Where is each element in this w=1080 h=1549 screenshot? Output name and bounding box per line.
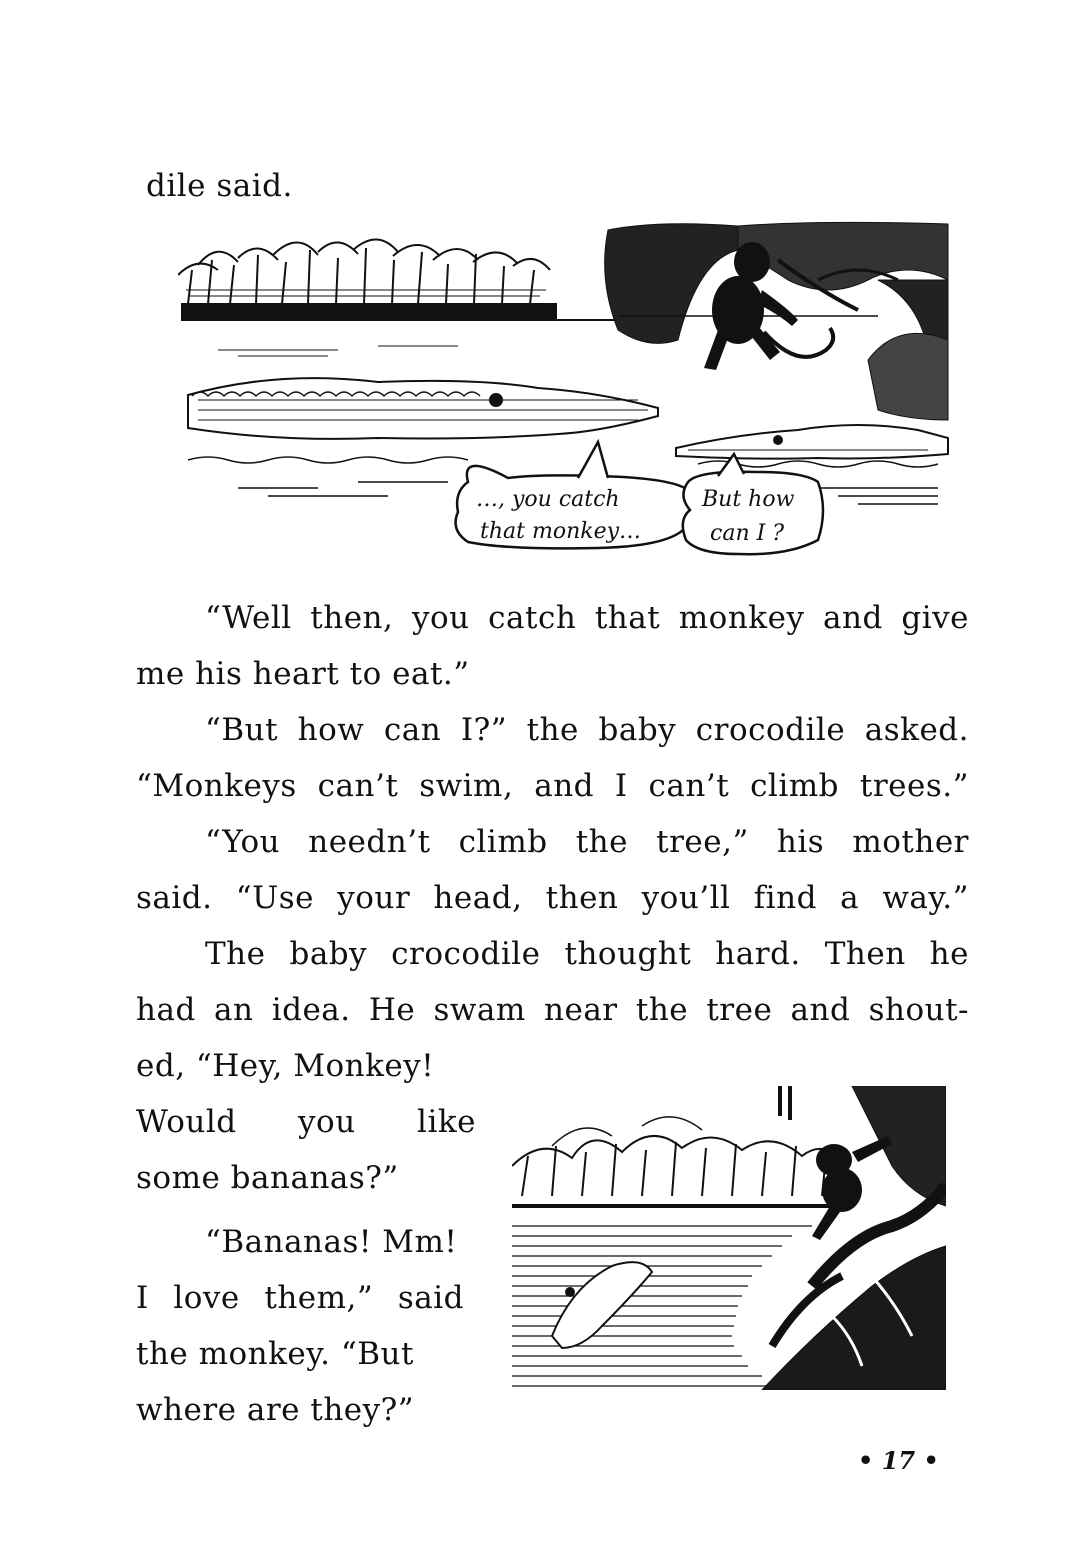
far-bank-palms [512,1117,852,1206]
text-line-ed-hey: ed, “Hey, Monkey! [136,1048,435,1084]
text-line-well-then: “Well then, you catch that monkey and give [205,600,969,636]
text-line-would-you: Would you like [136,1104,476,1140]
text-line-said-use: said. “Use your head, then you’ll find a way.” [136,880,969,916]
text-line-i-love: I love them,” said [136,1280,464,1316]
speech-bubble-left-line2: that monkey… [480,519,642,544]
speech-bubble-right-line1: But how [702,487,795,512]
text-line-dile-said: dile said. [146,168,293,204]
text-line-some-bananas: some bananas?” [136,1160,399,1196]
text-line-you-neednt: “You needn’t climb the tree,” his mother [205,824,969,860]
crocodile-in-water [552,1262,652,1348]
big-crocodile [188,378,658,439]
text-line-monkeys-cant: “Monkeys can’t swim, and I can’t climb trees.” [136,768,969,804]
text-line-where-are: where are they?” [136,1392,415,1428]
text-line-the-monkey: the monkey. “But [136,1336,414,1372]
speech-bubble-left-line1: …, you catch [476,487,620,512]
illustration-monkey-on-branch [512,1086,946,1390]
tree [605,222,948,420]
text-line-me-his-heart: me his heart to eat.” [136,656,470,692]
text-line-the-baby: The baby crocodile thought hard. Then he [205,936,969,972]
illustration-crocodiles-and-monkey [178,220,950,572]
text-line-had-an-idea: had an idea. He swam near the tree and shout- [136,992,969,1028]
text-line-bananas-mm: “Bananas! Mm! [205,1224,458,1260]
water [512,1226,812,1386]
speech-bubble-right-line2: can I ? [710,521,785,546]
text-line-but-how: “But how can I?” the baby crocodile asked. [205,712,969,748]
riverside-tree [762,1086,946,1390]
page-number: • 17 • [858,1446,939,1475]
far-shore-palms [178,239,556,320]
baby-crocodile [676,425,948,459]
